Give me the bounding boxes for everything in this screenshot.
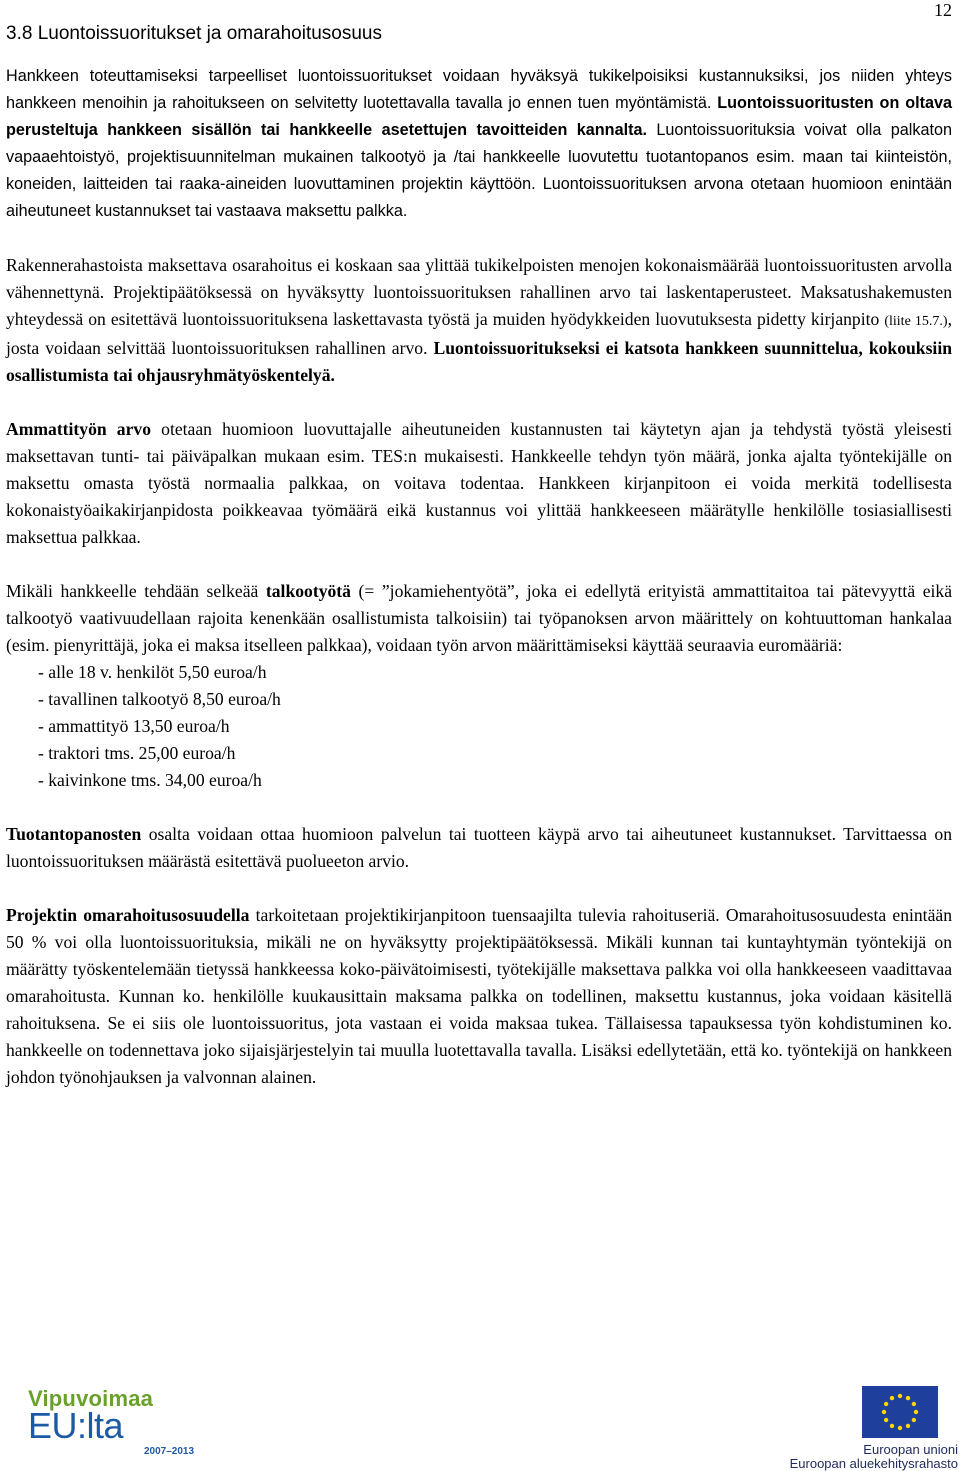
paragraph-ammattityo: Ammattityön arvo otetaan huomioon luovuttajalle aiheutuneiden kustannusten tai käytetyn ajan ja tehdystä työstä yleisesti maksettavan tunti- tai päiväpalkan mukaan esim. TES:n mukaisesti. Hankkeelle tehdyn työn määrä, jonka ajalta työntekijälle on maksettu omasta työstä normaalia palkkaa, on voitava todentaa. Hankkeen kirjanpitoon ei voida merkitä todellisesta kokonaistyöaikakirjanpidosta poikkeavaa työmäärä eikä kustannus voi ylittää hankkeeseen määrätylle henkilölle tosiasiallisesti maksettua palkkaa. <box>6 419 952 547</box>
eu-text-union: Euroopan unioni <box>863 1442 958 1457</box>
logo-years: 2007–2013 <box>144 1446 195 1457</box>
paragraph-luontoissuoritukset: Hankkeen toteuttamiseksi tarpeelliset luontoissuoritukset voidaan hyväksyä tukikelpoisiksi kustannuksiksi, jos niiden yhteys hankkeen menoihin ja rahoitukseen on selvitetty luotettavalla tavalla jo ennen tuen myöntämistä. Luontoissuoritusten on oltava perusteltuja hankkeen sisällön tai hankkeelle asetettujen tavoitteiden kannalta. Luontoissuorituksia voivat olla palkaton vapaaehtoistyö, projektisuunnitelman mukainen talkootyö ja /tai hankkeelle luovutettu tuotantopanos esim. maan tai kiinteistön, koneiden, laitteiden tai raaka-aineiden luovuttaminen projektin käyttöön. Luontoissuorituksen arvona otetaan huomioon enintään aiheutuneet kustannukset tai vastaava maksettu palkka. <box>6 67 953 220</box>
paragraph-tuotantopanokset: Tuotantopanosten osalta voidaan ottaa huomioon palvelun tai tuotteen käypä arvo tai aiheutuneet kustannukset. Tarvittaessa on luontoissuorituksen määrästä esitettävä puolueeton arvio. <box>6 824 952 871</box>
eu-flag-icon <box>862 1386 938 1438</box>
rate-list-item: - traktori tms. 25,00 euroa/h <box>38 743 236 763</box>
logo-line-vipuvoimaa: Vipuvoimaa <box>28 1386 154 1411</box>
paragraph-rakennerahastot: Rakennerahastoista maksettava osarahoitus ei koskaan saa ylittää tukikelpoisten menojen kokonaismäärää luontoissuoritusten arvolla vähennettynä. Projektipäätöksessä on hyväksytty luontoissuorituksen rahallinen arvo tai laskentaperusteet. Maksatushakemusten yhteydessä on esitettävä luontoissuorituksena laskettavasta työstä ja muiden hyödykkeiden luovutuksesta pidetty kirjanpito (liite 15.7.), josta voidaan selvittää luontoissuorituksen rahallinen arvo. Luontoissuoritukseksi ei katsota hankkeen suunnittelua, kokouksiin osallistumista tai ohjausryhmätyöskentelyä. <box>6 255 952 385</box>
rate-list-item: - kaivinkone tms. 34,00 euroa/h <box>38 770 262 790</box>
paragraph-omarahoitusosuus: Projektin omarahoitusosuudella tarkoitetaan projektikirjanpitoon tuensaajilta tulevia rahoituseriä. Omarahoitusosuudesta enintään 50 % voi olla luontoissuorituksia, mikäli ne on hyväksytty projektipäätöksessä. Mikäli kunnan tai kuntayhtymän työntekijä on määrätty työskentelemään tietyssä hankkeessa koko-päivätoimisesti, työtekijälle maksettava palkka voi olla hankkeeseen vaadittavaa omarahoitusta. Kunnan ko. henkilölle kuukausittain maksama palkka on todellinen, maksettu kustannus, joka voidaan käsitellä rahoituksena. Se ei siis ole luontoissuoritus, jota vastaan ei voida maksaa tukea. Tällaisessa tapauksessa työn kohdistuminen ko. hankkeelle on todennettava joko sijaisjärjestelyin tai muulla luotettavalla tavalla. Lisäksi edellytetään, että ko. työntekijä on hankkeen johdon työnohjauksen ja valvonnan alainen. <box>6 905 952 1087</box>
paragraph-talkootyo: Mikäli hankkeelle tehdään selkeää talkootyötä (= ”jokamiehentyötä”, joka ei edellytä erityistä ammattitaitoa tai pätevyyttä eikä talkootyö vaativuudellaan rajoita kenenkään osallistumista talkoisiin) tai työpanoksen arvon määrittely on kohtuuttoman hankalaa (esim. pienyrittäjä, joka ei maksa itselleen palkkaa), voidaan työn arvon määrittämiseksi käyttää seuraavia euromääriä: <box>6 581 953 655</box>
eu-text-fund: Euroopan aluekehitysrahasto <box>789 1456 958 1471</box>
page-number: 12 <box>934 0 952 20</box>
rate-list-item: - alle 18 v. henkilöt 5,50 euroa/h <box>38 662 267 682</box>
vipuvoimaa-eulta-logo <box>28 1386 208 1458</box>
eu-logo <box>778 1386 958 1471</box>
rate-list-item: - ammattityö 13,50 euroa/h <box>38 716 230 736</box>
document-body <box>6 63 952 1091</box>
rate-list-item: - tavallinen talkootyö 8,50 euroa/h <box>38 689 281 709</box>
section-heading: 3.8 Luontoissuoritukset ja omarahoitusosuus <box>6 23 383 44</box>
logo-line-eulta: EU:lta <box>28 1405 124 1446</box>
rate-list <box>6 659 952 794</box>
